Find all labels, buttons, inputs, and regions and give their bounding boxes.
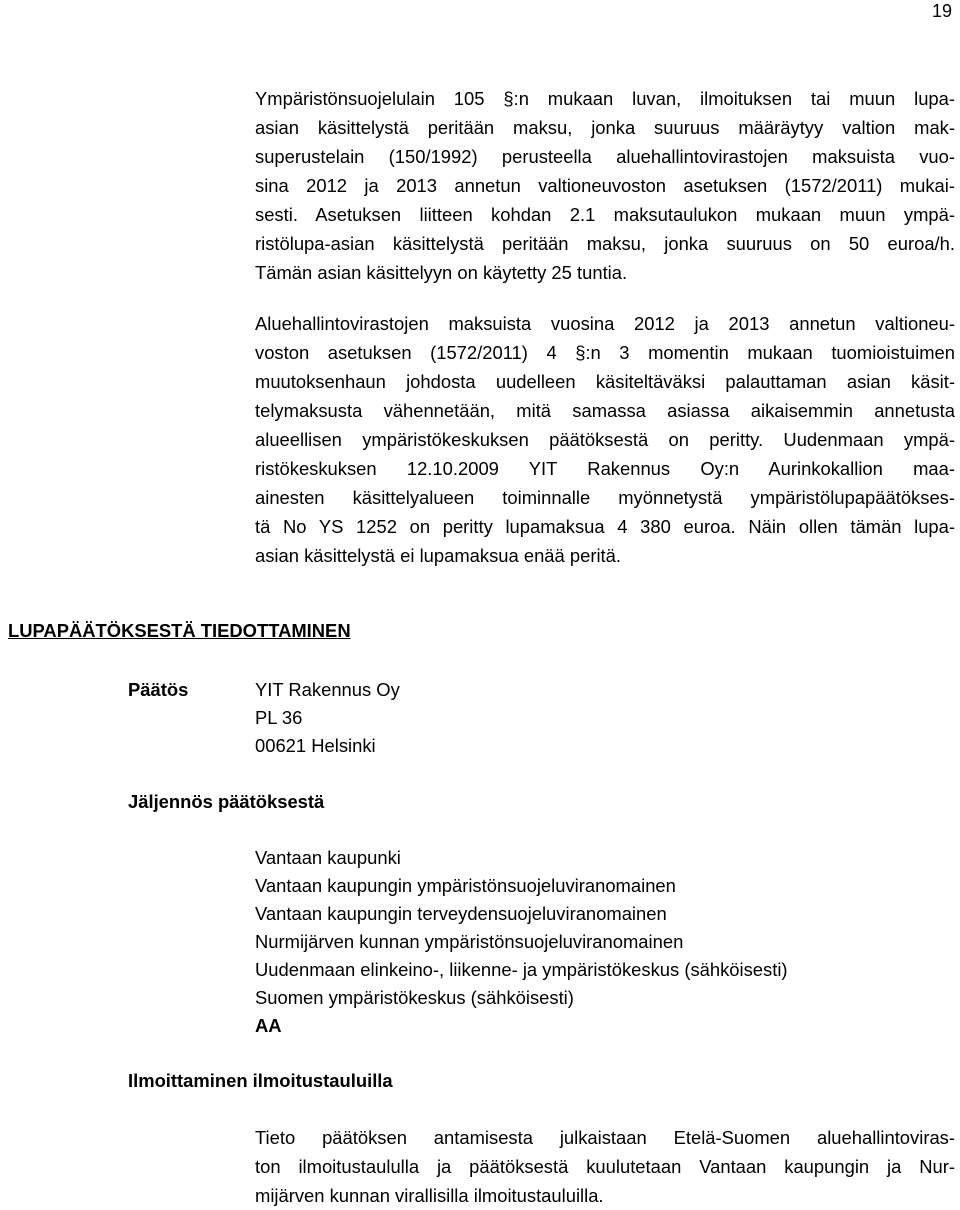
paragraph-line: asian käsittelystä ei lupamaksua enää peritä. xyxy=(255,545,621,566)
paragraph-line: Ympäristönsuojelulain 105 §:n mukaan luvan, ilmoituksen tai muun lupa- xyxy=(255,88,955,109)
recipient-item: Vantaan kaupunki xyxy=(255,847,401,868)
recipient-item: Nurmijärven kunnan ympäristönsuojeluviranomainen xyxy=(255,931,684,952)
paragraph-line: sina 2012 ja 2013 annetun valtioneuvoston asetuksen (1572/2011) mukai- xyxy=(255,175,955,196)
paragraph-line: muutoksenhaun johdosta uudelleen käsiteltäväksi palauttaman asian käsit- xyxy=(255,371,955,392)
recipient-item: Uudenmaan elinkeino-, liikenne- ja ympäristökeskus (sähköisesti) xyxy=(255,959,788,980)
page-number: 19 xyxy=(931,1,952,21)
paragraph-line: ainesten käsittelyalueen toiminnalle myönnetystä ympäristölupapäätökses- xyxy=(255,487,955,508)
paragraph-line: voston asetuksen (1572/2011) 4 §:n 3 momentin mukaan tuomioistuimen xyxy=(255,342,955,363)
paragraph-line: ristölupa-asian käsittelystä peritään maksu, jonka suuruus on 50 euroa/h. xyxy=(255,233,955,254)
address-line: 00621 Helsinki xyxy=(255,735,376,756)
recipient-item: Suomen ympäristökeskus (sähköisesti) xyxy=(255,987,574,1008)
decision-address xyxy=(255,676,400,760)
section-title: LUPAPÄÄTÖKSESTÄ TIEDOTTAMINEN xyxy=(8,620,351,641)
recipient-item: Vantaan kaupungin ympäristönsuojeluviranomainen xyxy=(255,875,676,896)
paragraph-line: Aluehallintovirastojen maksuista vuosina 2012 ja 2013 annetun valtioneu- xyxy=(255,313,955,334)
paragraph-line: Tieto päätöksen antamisesta julkaistaan Etelä-Suomen aluehallintoviras- xyxy=(255,1127,955,1148)
paragraph-line: asian käsittelystä peritään maksu, jonka suuruus määräytyy valtion mak- xyxy=(255,117,955,138)
paragraph-line: superustelain (150/1992) perusteella aluehallintovirastojen maksuista vuo- xyxy=(255,146,955,167)
address-line: PL 36 xyxy=(255,707,303,728)
copy-heading: Jäljennös päätöksestä xyxy=(128,791,325,812)
address-line: YIT Rakennus Oy xyxy=(255,679,400,700)
recipient-item-aa: AA xyxy=(255,1015,282,1036)
recipient-item: Vantaan kaupungin terveydensuojeluviranomainen xyxy=(255,903,667,924)
paragraph-processing-fee xyxy=(255,84,955,287)
notice-paragraph xyxy=(255,1123,955,1210)
notice-heading: Ilmoittaminen ilmoitustauluilla xyxy=(128,1070,393,1091)
paragraph-line: tä No YS 1252 on peritty lupamaksua 4 380 euroa. Näin ollen tämän lupa- xyxy=(255,516,955,537)
paragraph-line: alueellisen ympäristökeskuksen päätöksestä on peritty. Uudenmaan ympä- xyxy=(255,429,955,450)
paragraph-line: ton ilmoitustaululla ja päätöksestä kuulutetaan Vantaan kaupungin ja Nur- xyxy=(255,1156,955,1177)
paragraph-line: sesti. Asetuksen liitteen kohdan 2.1 maksutaulukon mukaan muun ympä- xyxy=(255,204,955,225)
decision-heading: Päätös xyxy=(128,679,189,700)
paragraph-fee-reduction xyxy=(255,309,955,570)
paragraph-line: mijärven kunnan virallisilla ilmoitustauluilla. xyxy=(255,1185,604,1206)
paragraph-line: telymaksusta vähennetään, mitä samassa asiassa aikaisemmin annetusta xyxy=(255,400,955,421)
paragraph-line: Tämän asian käsittelyyn on käytetty 25 tuntia. xyxy=(255,262,628,283)
copy-recipients xyxy=(255,844,788,1040)
paragraph-line: ristökeskuksen 12.10.2009 YIT Rakennus Oy:n Aurinkokallion maa- xyxy=(255,458,955,479)
